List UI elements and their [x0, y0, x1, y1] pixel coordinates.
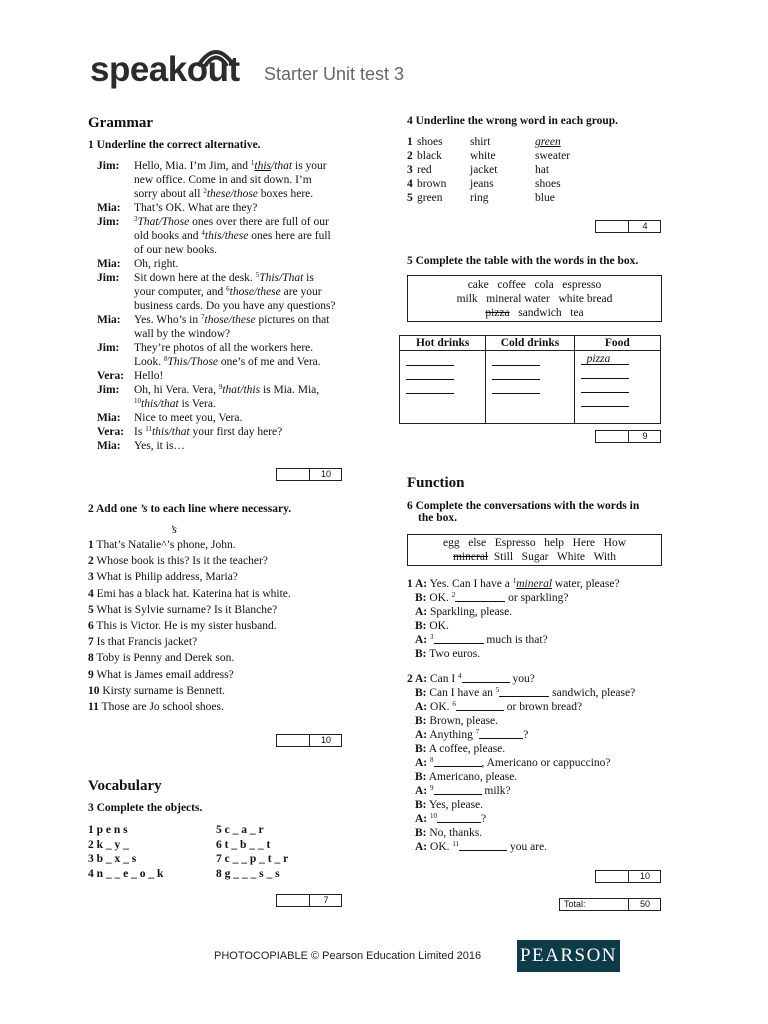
word-box-line-1: cake coffee cola espresso: [467, 279, 602, 291]
answer-line: [492, 367, 540, 380]
exercise-2-item: 9 What is James email address?: [88, 668, 234, 681]
total-label: Total:: [564, 899, 586, 909]
unit-title: Starter Unit test 3: [264, 64, 405, 84]
header-cold-drinks: Cold drinks: [486, 336, 574, 351]
exercise-5-score-box: [595, 430, 661, 443]
word-group-item: jacket: [470, 164, 498, 176]
word-group-item: 1: [407, 136, 413, 148]
exercise-2-item: 5 What is Sylvie surname? Is it Blanche?: [88, 603, 278, 616]
copyright-footer: PHOTOCOPIABLE © Pearson Education Limited 2016: [214, 950, 482, 962]
exercise-2-score: 10: [309, 735, 342, 746]
exercise-3-score-box: [276, 894, 342, 907]
exercise-2-item: 2 Whose book is this? Is it the teacher?: [88, 555, 268, 568]
answer-line: [581, 380, 629, 393]
header-food: Food: [574, 336, 660, 351]
answer-line: [581, 366, 629, 379]
word-group-item: 2: [407, 150, 413, 162]
logo-text: speakout: [90, 50, 240, 89]
word-box-line-2: milk mineral water white bread: [456, 293, 613, 305]
exercise-3-instruction: 3 Complete the objects.: [88, 802, 203, 814]
word-group-item: green: [417, 192, 443, 204]
exercise-2-item: 7 Is that Francis jacket?: [88, 636, 198, 649]
exercise-1-score-box: [276, 468, 342, 481]
object-item: 8 g _ _ _ s _ s: [216, 867, 280, 880]
exercise-2-item: 11 Those are Jo school shoes.: [88, 701, 224, 713]
cold-drinks-cell: [486, 351, 574, 424]
vocabulary-heading: Vocabulary: [88, 778, 162, 794]
word-group-item: shoes: [417, 136, 443, 148]
object-item: 7 c _ _ p _ t _ r: [216, 853, 289, 865]
exercise-6-score-box: [595, 870, 661, 883]
exercise-4-groups: [407, 135, 607, 207]
exercise-6-instruction: 6 Complete the conversations with the words in the box.: [407, 500, 640, 524]
word-box-line-1: egg else Espresso help Here How: [443, 537, 626, 549]
word-group-item: ring: [470, 192, 489, 204]
exercise-4-instruction: 4 Underline the wrong word in each group.: [407, 115, 619, 127]
pearson-logo: PEARSON: [517, 940, 620, 972]
total-score-box: [559, 898, 661, 911]
exercise-5-instruction: 5 Complete the table with the words in the box.: [407, 255, 639, 267]
food-example: pizza: [581, 353, 629, 365]
exercise-1-instruction: 1 Underline the correct alternative.: [88, 139, 261, 151]
word-group-item: 5: [407, 192, 413, 204]
word-box-line-2: mineral Still Sugar White With: [453, 551, 616, 563]
exercise-5-word-box: [407, 275, 662, 322]
word-group-item: hat: [535, 164, 550, 176]
object-item: 3 b _ x _ s: [88, 853, 137, 865]
word-group-item: shirt: [470, 136, 491, 148]
audio-waves-icon: [194, 42, 238, 68]
word-group-item: 3: [407, 164, 413, 176]
object-item: 1 p e n s: [88, 824, 128, 836]
answer-line: [406, 353, 454, 366]
hot-drinks-cell: [400, 351, 486, 424]
word-group-item: jeans: [470, 178, 494, 190]
exercise-3-items: [88, 823, 318, 883]
object-item: 6 t _ b _ _ t: [216, 838, 271, 851]
word-group-item: red: [417, 164, 432, 176]
word-group-item: shoes: [535, 178, 561, 190]
exercise-4-score: 4: [628, 221, 661, 232]
word-group-item: sweater: [535, 150, 571, 162]
exercise-2-item: 3 What is Philip address, Maria?: [88, 571, 238, 584]
word-group-item: black: [417, 150, 442, 162]
word-group-item: blue: [535, 192, 555, 204]
exercise-6-score: 10: [628, 871, 661, 882]
grammar-heading: Grammar: [88, 115, 153, 131]
exercise-4-score-box: [595, 220, 661, 233]
answer-line: [492, 353, 540, 366]
exercise-3-score: 7: [309, 895, 342, 906]
exercise-2-instruction: 2 Add one ’s to each line where necessary.: [88, 503, 292, 515]
example-correction-mark: ’s: [170, 524, 177, 536]
answer-line: [581, 394, 629, 407]
word-group-item: brown: [417, 178, 447, 190]
answer-line: [406, 367, 454, 380]
exercise-2-item: 4 Emi has a black hat. Katerina hat is white.: [88, 587, 291, 600]
exercise-6-word-box: [407, 534, 662, 566]
object-item: 4 n _ _ e _ o _ k: [88, 867, 164, 880]
word-box-line-3: pizza sandwich tea: [485, 307, 584, 319]
word-group-item: 4: [407, 178, 413, 190]
exercise-5-score: 9: [628, 431, 661, 442]
food-cell: [574, 351, 660, 424]
exercise-2-item: 8 Toby is Penny and Derek son.: [88, 652, 235, 665]
answer-line: [492, 381, 540, 394]
object-item: 5 c _ a _ r: [216, 824, 264, 836]
exercise-2-item: 10 Kirsty surname is Bennett.: [88, 684, 226, 697]
word-group-item: green: [535, 136, 561, 148]
exercise-1-score: 10: [309, 469, 342, 480]
answer-line: [406, 381, 454, 394]
header-hot-drinks: Hot drinks: [400, 336, 486, 351]
function-heading: Function: [407, 475, 465, 491]
exercise-2-item: 6 This is Victor. He is my sister husband.: [88, 620, 277, 632]
exercise-2-score-box: [276, 734, 342, 747]
object-item: 2 k _ y _: [88, 838, 129, 851]
exercise-2-item: 1 That’s Natalie^’s phone, John.: [88, 539, 236, 551]
word-group-item: white: [470, 150, 496, 162]
total-score: 50: [628, 899, 661, 910]
drinks-food-table: [399, 335, 661, 424]
